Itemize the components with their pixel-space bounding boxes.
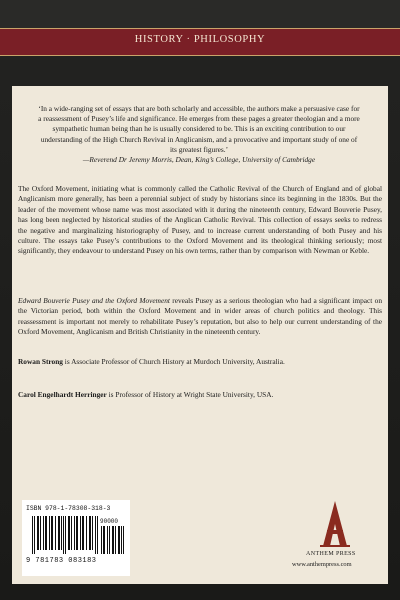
series-label: HISTORY · PHILOSOPHY <box>134 34 266 45</box>
anthem-a-logo-icon <box>320 500 350 548</box>
publisher-website: www.anthempress.com <box>292 561 352 568</box>
author-name: Rowan Strong <box>18 357 63 366</box>
endorsement-quote: ‘In a wide-ranging set of essays that are both scholarly and accessible, the authors make a persuasive case for a reassessment of Pusey’s life and significance. He emerges from these pages a greater theologian and a more sympathetic human being than he is usually considered to be. This is an exciting contribution to our understanding of the High Church Revival in Anglicanism, and a provocative and important study of one of its greatest figures.’ <box>38 104 360 154</box>
author-bio-text: is Associate Professor of Church History at Murdoch University, Australia. <box>62 357 285 366</box>
author-bio-text: is Professor of History at Wright State University, USA. <box>106 390 274 399</box>
endorsement-attribution: —Reverend Dr Jeremy Morris, Dean, King’s College, University of Cambridge <box>82 155 316 165</box>
price-barcode-icon <box>101 526 125 554</box>
description-paragraph-1: The Oxford Movement, initiating what is commonly called the Catholic Revival of the Church of England and of global Anglicanism more generally, has been a perennial subject of study by historians since its beginning in the 1830s. But the leader of the movement whose name was most associated with it during the nineteenth century, Edward Bouverie Pusey, has long been neglected by historical studies of the Anglican Catholic Revival. This collection of essays seeks to redress the negative and marginalizing historiography of Pusey, and to increase current understanding of both Pusey and his culture. The essays take Pusey’s contributions to the Oxford Movement and its theological thinking seriously; most significantly, they endeavour to understand Pusey on his own terms, rather than by comparison with Newman or Keble. <box>18 184 382 256</box>
isbn-text: ISBN 978-1-78308-318-3 <box>26 505 111 512</box>
publisher-name: ANTHEM PRESS <box>306 551 356 557</box>
author-bio <box>18 390 382 400</box>
author-name: Carol Engelhardt Herringer <box>18 390 107 399</box>
top-band <box>0 0 400 28</box>
endorsement <box>38 104 360 165</box>
description-paragraph-2-text: reveals Pusey as a serious theologian who had a significant impact on the Victorian period, both within the Oxford Movement and in wider areas of church politics and theology. This reassessment is important not merely to rehabilitate Pusey’s reputation, but also to help our current understanding of the Oxford Movement, Anglicanism and British Christianity in the nineteenth century. <box>18 296 382 337</box>
price-code: 90000 <box>100 518 119 525</box>
author-bio <box>18 357 382 367</box>
barcode-digits: 9 781783 083183 <box>26 557 97 565</box>
barcode-icon <box>32 516 100 554</box>
book-title: Edward Bouverie Pusey and the Oxford Movement <box>18 296 170 305</box>
description-paragraph-2 <box>18 296 382 338</box>
